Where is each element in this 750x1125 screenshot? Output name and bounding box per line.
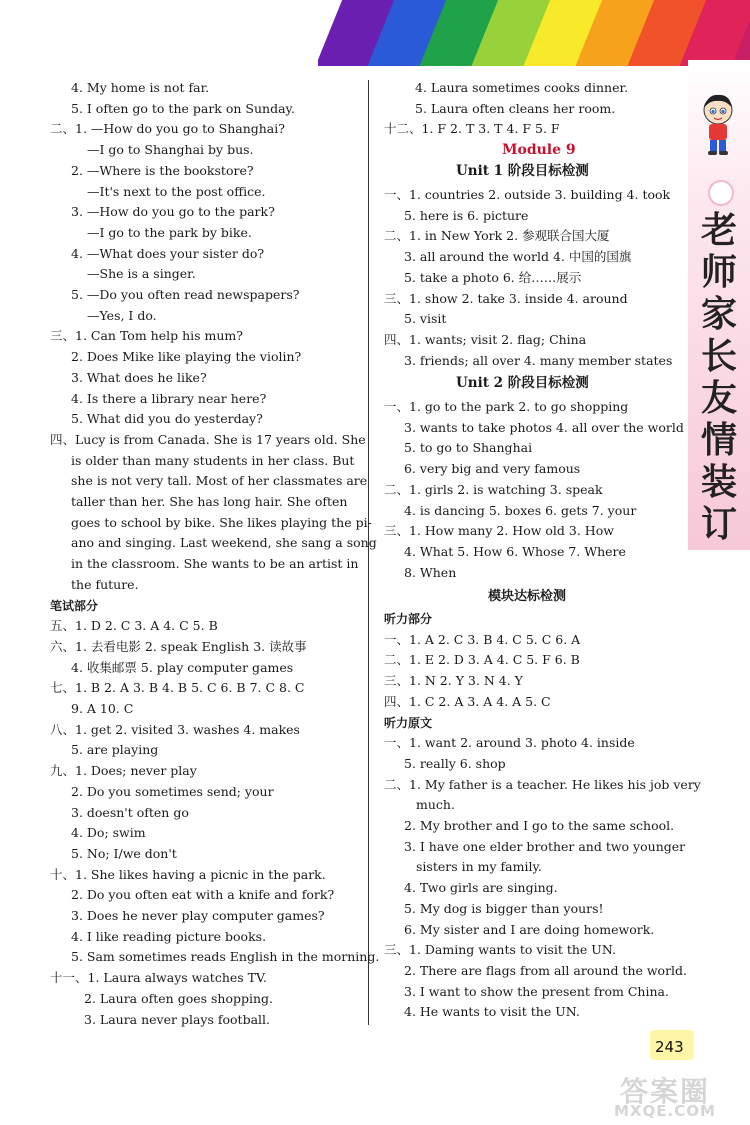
answer-line: 四、1. C 2. A 3. A 4. A 5. C [384,693,551,709]
answer-line: 三、1. Can Tom help his mum? [50,328,243,344]
answer-line: 三、1. show 2. take 3. inside 4. around [384,290,628,306]
answer-line: 二、1. in New York 2. 参观联合国大厦 [384,228,610,244]
answer-line: 九、1. Does; never play [50,763,197,779]
answer-line: 三、1. Daming wants to visit the UN. [384,942,616,958]
title-char: 长 [700,336,737,377]
binding-sidebar [688,60,750,550]
answer-line: 4. 收集邮票 5. play computer games [71,659,294,675]
answer-line: the future. [71,576,139,592]
answer-line: 5. are playing [71,742,159,758]
answer-line: 四、Lucy is from Canada. She is 17 years old. She [50,431,366,447]
answer-line: 4. Is there a library near here? [71,390,267,406]
answer-line: 5. here is 6. picture [404,207,529,223]
answer-line: in the classroom. She wants to be an artist in [71,556,359,572]
answer-line: 3. all around the world 4. 中国的国旗 [404,249,632,265]
answer-line: 十一、1. Laura always watches TV. [50,970,267,986]
answer-line: she is not very tall. Most of her classmates are [71,473,368,489]
answer-line: 5. —Do you often read newspapers? [71,287,300,302]
answer-line: 5. really 6. shop [404,755,506,771]
answer-line: 七、1. B 2. A 3. B 4. B 5. C 6. B 7. C 8. C [50,680,305,696]
answer-line: 9. A 10. C [71,701,134,716]
answer-line: 4. is dancing 5. boxes 6. gets 7. your [404,502,637,518]
answer-line: 3. What does he like? [71,369,207,385]
answer-line: 四、1. wants; visit 2. flag; China [384,331,587,347]
answer-line: 4. Do; swim [71,825,146,841]
answer-line: 一、1. go to the park 2. to go shopping [384,399,629,414]
watermark-text: 答案圈 [620,1075,711,1108]
answer-line: 2. Does Mike like playing the violin? [71,349,302,365]
answer-line: 3. doesn't often go [71,804,189,820]
cartoon-boy-icon [698,92,738,158]
title-char: 友 [700,378,737,419]
title-char: 情 [700,420,737,461]
answer-line: 5. take a photo 6. 给……展示 [404,269,582,285]
answer-line: 三、1. How many 2. How old 3. How [384,523,614,539]
answer-line: 二、1. girls 2. is watching 3. speak [384,481,603,497]
answer-line: is older than many students in her class. But [71,452,355,468]
answer-line: 六、1. 去看电影 2. speak English 3. 读故事 [50,638,307,654]
answer-line: 4. —What does your sister do? [71,245,265,261]
watermark-url: MXQE.COM [614,1102,716,1120]
answer-line: 二、1. —How do you go to Shanghai? [50,121,285,137]
answer-line: 二、1. My father is a teacher. He likes his job very [384,776,701,792]
answer-line: 二、1. E 2. D 3. A 4. C 5. F 6. B [384,652,580,668]
title-char: 订 [700,504,737,545]
title-char: 装 [700,462,737,503]
rainbow-decoration [318,0,750,66]
answer-line: 3. friends; all over 4. many member states [404,352,673,368]
answer-line: 5. My dog is bigger than yours! [404,900,604,916]
unit-title: Unit 1 阶段目标检测 [456,162,589,179]
answer-line: 4. Two girls are singing. [404,880,558,896]
answer-line: 3. Does he never play computer games? [71,908,325,923]
unit-title: Unit 2 阶段目标检测 [456,375,589,391]
watermark-logo [610,1070,745,1120]
answer-line: 5. Sam sometimes reads English in the morning. [71,949,380,965]
answer-line: —Yes, I do. [87,307,157,323]
answer-line: 4. Laura sometimes cooks dinner. [415,80,629,95]
answer-line: 5. to go to Shanghai [404,440,533,456]
answer-line: 一、1. countries 2. outside 3. building 4. took [384,187,671,202]
answer-line: ano and singing. Last weekend, she sang a song [71,535,377,551]
answer-line: 十、1. She likes having a picnic in the park. [50,866,326,882]
answer-line: 八、1. get 2. visited 3. washes 4. makes [50,721,300,737]
answer-line: 2. —Where is the bookstore? [71,162,254,178]
answer-line: 2. Laura often goes shopping. [84,990,274,1006]
sidebar-dot [708,180,734,206]
answer-line: sisters in my family. [416,859,542,875]
answer-line: 4. My home is not far. [71,80,210,95]
answer-line: 3. I want to show the present from China. [404,983,669,999]
answer-line: 6. My sister and I are doing homework. [404,921,655,937]
answer-line: 3. Laura never plays football. [84,1011,270,1027]
answer-line: 3. —How do you go to the park? [71,204,275,220]
section-heading: 听力部分 [384,612,433,626]
answer-line: 5. I often go to the park on Sunday. [71,100,295,116]
answer-line: much. [416,797,455,813]
answer-line: 2. My brother and I go to the same school. [404,818,675,833]
answer-line: 4. He wants to visit the UN. [404,1004,580,1020]
page-number: 243 [655,1038,684,1056]
answer-line: —It's next to the post office. [87,183,266,199]
answer-line: 3. wants to take photos 4. all over the world [404,419,684,435]
answer-line: 五、1. D 2. C 3. A 4. C 5. B [50,618,218,634]
answer-line: 8. When [404,564,457,580]
answer-line: 2. Do you often eat with a knife and fork? [71,887,335,903]
answer-line: 5. Laura often cleans her room. [415,100,616,116]
answer-line: 3. I have one elder brother and two younger [404,838,686,854]
answer-line: 5. What did you do yesterday? [71,411,263,427]
answer-line: 一、1. want 2. around 3. photo 4. inside [384,735,635,751]
answer-line: goes to school by bike. She likes playing the pi- [71,514,372,530]
answer-line: 4. I like reading picture books. [71,928,267,944]
answer-line: 2. Do you sometimes send; your [71,783,274,799]
section-heading: 笔试部分 [50,598,99,613]
title-char: 家 [700,294,737,335]
answer-line: 5. visit [404,311,447,327]
answer-line: 2. There are flags from all around the world. [404,962,688,978]
section-heading: 模块达标检测 [488,589,567,604]
answer-line: 一、1. A 2. C 3. B 4. C 5. C 6. A [384,631,581,647]
answer-line: 三、1. N 2. Y 3. N 4. Y [384,673,523,689]
title-char: 师 [700,252,737,293]
answer-line: —She is a singer. [87,266,196,282]
module-title: Module 9 [502,142,576,159]
title-char: 老 [700,210,737,251]
answer-line: taller than her. She has long hair. She often [71,494,348,509]
section-heading: 听力原文 [384,715,433,730]
answer-line: 6. very big and very famous [404,461,581,477]
binding-title [688,210,750,546]
answer-line: 5. No; I/we don't [71,845,177,861]
answer-line: —I go to the park by bike. [87,224,252,240]
answer-line: 十二、1. F 2. T 3. T 4. F 5. F [384,121,560,137]
answer-line: —I go to Shanghai by bus. [87,142,254,158]
answer-line: 4. What 5. How 6. Whose 7. Where [404,543,626,559]
